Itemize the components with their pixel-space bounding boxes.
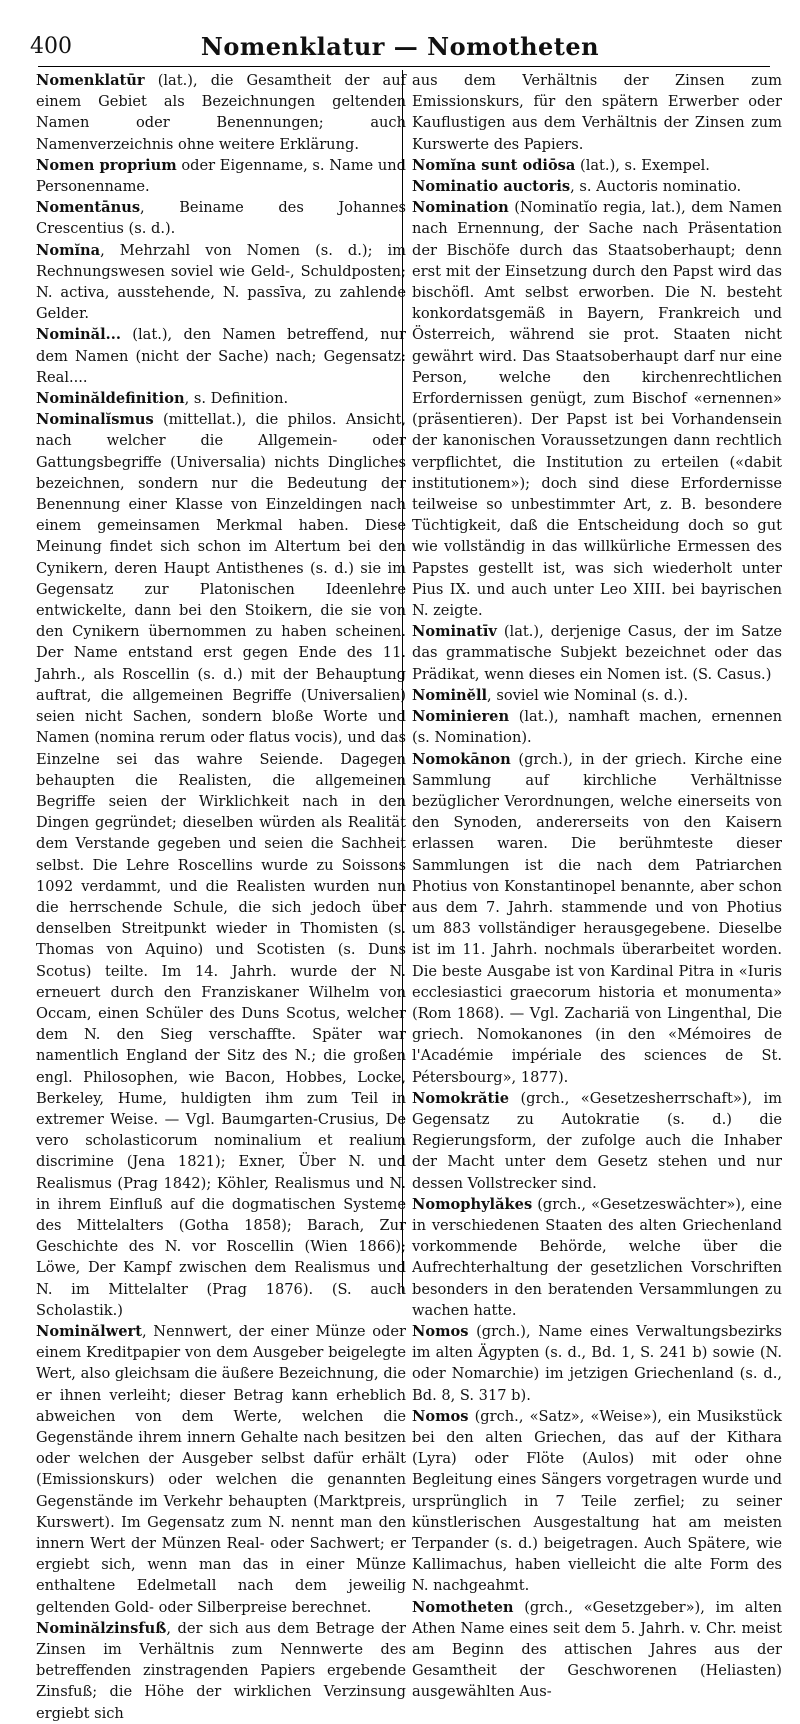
column-divider <box>402 70 403 1293</box>
entry <box>36 1618 406 1724</box>
left-column <box>36 70 406 1724</box>
entry-text: (grch., «Gesetzgeber»), im alten Athen Name eines seit dem 5. Jahrh. v. Chr. meist am Beginn des attischen Jahres aus der Gesamtheit der Geschworenen (Heliasten) ausgewählten Aus- <box>412 1598 782 1701</box>
entry-text: (lat.), die Gesamtheit der auf einem Gebiet als Bezeichnungen geltenden Namen oder Benennungen; auch Namenverzeichnis ohne weitere Erklärung. <box>36 72 406 153</box>
entry <box>412 1406 782 1597</box>
entry <box>36 155 406 197</box>
entry-term: Nominĕll <box>412 686 488 704</box>
entry <box>36 388 406 409</box>
entry-text: (grch., «Gesetzeswächter»), eine in verschiedenen Staaten des alten Griechenland vorkommende Behörde, welche über die Aufrechterhaltung der gesetzlichen Vorschriften besonders in den beratenden Versammlungen zu wachen hatte. <box>412 1195 782 1319</box>
page-number: 400 <box>30 34 72 59</box>
entry <box>412 1088 782 1194</box>
entry <box>412 1321 782 1406</box>
entry <box>412 176 782 197</box>
entry-text: aus dem Verhältnis der Zinsen zum Emissionskurs, für den spätern Erwerber oder Kauflustigen aus dem Verhältnis der Zinsen zum Kurswerte des Papiers. <box>412 72 782 153</box>
entry-term: Nomotheten <box>412 1598 514 1616</box>
entry-term: Nomĭna <box>36 241 101 259</box>
entry <box>36 70 406 155</box>
entry-text: , s. Definition. <box>184 390 289 408</box>
entry-term: Nominăldefinition <box>36 390 185 408</box>
entry-term: Nomokrătie <box>412 1089 510 1107</box>
entry <box>412 621 782 685</box>
entry-text: (grch., «Satz», «Weise»), ein Musikstück bei den alten Griechen, das auf der Kithara (Lyra) oder Flöte (Aulos) mit oder ohne Begleitung eines Sängers vorgetragen wurde und ursprünglich in 7 Teile zerfiel; zu seiner künstlerischen Ausgestaltung hat am meisten Terpander (s. d.) beigetragen. Auch Spätere, wie Kallimachus, haben vielleicht die alte Form des N. nachgeahmt. <box>412 1407 782 1595</box>
entry-term: Nominatio auctoris <box>412 178 571 196</box>
right-column <box>412 70 782 1703</box>
entry <box>412 70 782 155</box>
entry-text: (lat.), derjenige Casus, der im Satze das grammatische Subjekt bezeichnet oder das Prädikat, wenn dieses ein Nomen ist. (S. Casus.) <box>412 623 782 683</box>
entry-text: , s. Auctoris nominatio. <box>570 178 742 196</box>
page-header <box>20 32 780 68</box>
entry-text: (lat.), namhaft machen, ernennen (s. Nomination). <box>412 708 782 747</box>
entry-term: Nomos <box>412 1322 469 1340</box>
entry <box>36 240 406 325</box>
running-head: Nomenklatur — Nomotheten <box>200 32 600 61</box>
entry <box>412 1194 782 1321</box>
entry-term: Nomen proprium <box>36 156 177 174</box>
entry-term: Nominălwert <box>36 1322 142 1340</box>
entry-text: (Nominatĭo regia, lat.), dem Namen nach Ernennung, der Sache nach Präsentation der Bischöfe durch das Staatsoberhaupt; denn erst mit der Einsetzung durch den Papst wird das bischöfl. Amt selbst erworben. Die N. besteht konkordatsgemäß in Bayern, Frankreich und Österreich, während sie prot. Staaten nicht gewährt wird. Das Staatsoberhaupt darf nur eine Person, welche den kirchenrechtlichen Erfordernissen genügt, zum Bischof «ernennen» (präsentieren). Der Papst ist bei Vorhandensein der kanonischen Voraussetzungen dann rechtlich verpflichtet, die Institution zu erteilen («dabit institutionem»); doch sind diese Erfordernisse teilweise so unbestimmter Art, z. B. besondere Tüchtigkeit, daß die Entscheidung doch so gut wie vollständig in das willkürliche Ermessen des Papstes gestellt ist, was sich wiederholt unter Pius IX. und auch unter Leo XIII. bei bayrischen N. zeigte. <box>412 199 782 620</box>
entry-term: Nomĭna sunt odiōsa <box>412 156 576 174</box>
entry-text: , Nennwert, der einer Münze oder einem Kreditpapier von dem Ausgeber beigelegte Wert, also gleichsam die äußere Bezeichnung, die er ihnen verleiht; dieser Betrag kann erheblich abweichen von dem Werte, welchen die Gegenstände ihrem innern Gehalte nach besitzen oder welchen der Ausgeber selbst dafür erhält (Emissionskurs) oder welchen die genannten Gegenstände im Verkehr behaupten (Marktpreis, Kurswert). Im Gegensatz zum N. nennt man den innern Wert der Münzen Real- oder Sachwert; er ergiebt sich, wenn man das in einer Münze enthaltene Edelmetall nach dem jeweilig geltenden Gold- oder Silberpreise berechnet. <box>36 1322 406 1616</box>
entry <box>36 409 406 1321</box>
entry-text: (lat.), s. Exempel. <box>575 156 710 174</box>
header-rule <box>38 66 770 67</box>
entry-term: Nomokānon <box>412 750 511 768</box>
entry-term: Nomos <box>412 1407 469 1425</box>
entry-text: , Mehrzahl von Nomen (s. d.); im Rechnungswesen soviel wie Geld-, Schuldposten; N. activa, ausstehende, N. passīva, zu zahlende Gelder. <box>36 241 406 323</box>
entry-text: (grch.), Name eines Verwaltungsbezirks im alten Ägypten (s. d., Bd. 1, S. 241 b) sowie (N. oder Nomarchie) im jetzigen Griechenland (s. d., Bd. 8, S. 317 b). <box>412 1322 782 1404</box>
entry <box>412 1597 782 1703</box>
entry <box>412 749 782 1088</box>
entry-text: (grch., «Gesetzesherrschaft»), im Gegensatz zu Autokratie (s. d.) die Regierungsform, der zufolge auch die Inhaber der Macht unter dem Gesetz stehen und nur dessen Vollstrecker sind. <box>412 1089 782 1192</box>
entry-text: , Beiname des Johannes Crescentius (s. d.). <box>36 199 406 238</box>
entry <box>36 197 406 239</box>
entry <box>412 197 782 621</box>
entry-term: Nominieren <box>412 708 510 726</box>
entry <box>412 685 782 706</box>
entry-term: Nomination <box>412 199 509 217</box>
entry-text: oder Eigenname, s. Name und Personenname. <box>36 156 407 196</box>
entry <box>36 324 406 388</box>
entry <box>412 155 782 176</box>
entry <box>412 706 782 748</box>
entry-term: Nominatīv <box>412 623 497 641</box>
entry-term: Nominalĭsmus <box>36 411 154 429</box>
entry-term: Nomenklatūr <box>36 72 145 89</box>
entry-term: Nomentānus <box>36 199 141 217</box>
entry-term: Nominăl... <box>36 326 121 344</box>
entry-text: (lat.), den Namen betreffend, nur dem Namen (nicht der Sache) nach; Gegensatz: Real.... <box>36 326 406 386</box>
entry-term: Nominălzinsfuß <box>36 1619 167 1637</box>
entry-text: (mittellat.), die philos. Ansicht, nach welcher die Allgemein- oder Gattungsbegriffe (Universalia) nichts Dingliches bezeichnen, sondern nur die Bedeutung der Benennung einer Klasse von Einzeldingen nach einem gemeinsamen Merkmal haben. Diese Meinung findet sich schon im Altertum bei den Cynikern, deren Haupt Antisthenes (s. d.) sie im Gegensatz zur Platonischen Ideenlehre entwickelte, dann bei den Stoikern, die sie von den Cynikern übernommen zu haben scheinen. Der Name entstand erst gegen Ende des 11. Jahrh., als Roscellin (s. d.) mit der Behauptung auftrat, die allgemeinen Begriffe (Universalien) seien nicht Sachen, sondern bloße Worte und Namen (nomina rerum oder flatus vocis), und das Einzelne sei das wahre Seiende. Dagegen behaupten die Realisten, die allgemeinen Begriffe seien der Wirklichkeit nach in den Dingen gegründet; dieselben würden als Realität dem Verstande gegeben und seien die Sachheit selbst. Die Lehre Roscellins wurde zu Soissons 1092 verdammt, und die Realisten wurden nun die herrschende Schule, die sich jedoch über denselben Streitpunkt wieder in Thomisten (s. Thomas von Aquino) und Scotisten (s. Duns Scotus) teilte. Im 14. Jahrh. wurde der N. erneuert durch den Franziskaner Wilhelm von Occam, einen Schüler des Duns Scotus, welcher dem N. den Sieg verschaffte. Später war namentlich England der Sitz des N.; die großen engl. Philosophen, wie Bacon, Hobbes, Locke, Berkeley, Hume, huldigten ihm zum Teil in extremer Weise. — Vgl. Baumgarten-Crusius, De vero scholasticorum nominalium et realium discrimine (Jena 1821); Exner, Über N. und Realismus (Prag 1842); Köhler, Realismus und N. in ihrem Einfluß auf die dogmatischen Systeme des Mittelalters (Gotha 1858); Barach, Zur Geschichte des N. vor Roscellin (Wien 1866); Löwe, Der Kampf zwischen dem Realismus und N. im Mittelalter (Prag 1876). (S. auch Scholastik.) <box>36 411 406 1319</box>
entry-text: , soviel wie Nominal (s. d.). <box>487 686 689 704</box>
entry-text: (grch.), in der griech. Kirche eine Sammlung auf kirchliche Verhältnisse bezüglicher Verordnungen, welche einerseits von den Synoden, andererseits von den Kaisern erlassen waren. Die berühmteste dieser Sammlungen ist die nach dem Patriarchen Photius von Konstantinopel benannte, aber schon aus dem 7. Jahrh. stammende und von Photius um 883 vollständiger herausgegebene. Dieselbe ist im 11. Jahrh. nochmals überarbeitet worden. Die beste Ausgabe ist von Kardinal Pitra in «Iuris ecclesiastici graecorum historia et monumenta» (Rom 1868). — Vgl. Zachariä von Lingenthal, Die griech. Nomokanones (in den «Mémoires de l'Académie impériale des sciences de St. Pétersbourg», 1877). <box>412 750 782 1086</box>
entry <box>36 1321 406 1618</box>
entry-term: Nomophylăkes <box>412 1195 533 1213</box>
entry-text: , der sich aus dem Betrage der Zinsen im Verhältnis zum Nennwerte des betreffenden zinstragenden Papiers ergebende Zinsfuß; die Höhe der wirklichen Verzinsung ergiebt sich <box>36 1619 406 1722</box>
